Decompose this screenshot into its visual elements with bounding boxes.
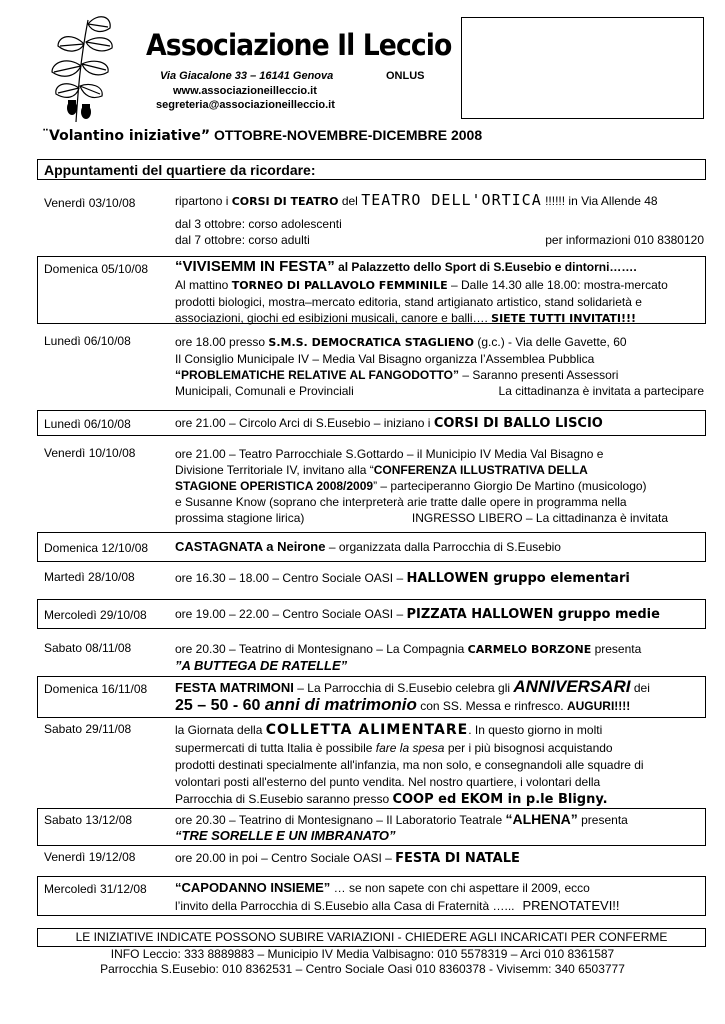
section-heading: Appuntamenti del quartiere da ricordare: [44,162,316,178]
highlight: S.M.S. DEMOCRATICA STAGLIENO [268,336,475,349]
text: volontari posti all'esterno del punto vendita. Nel nostro quartiere, i volontari della [175,775,601,789]
text: !!!!!! in Via Allende 48 [541,194,658,208]
event-row [37,676,706,718]
event-title: STAGIONE OPERISTICA 2008/2009 [175,479,374,493]
text: dei [630,681,650,695]
highlight: SIETE TUTTI INVITATI!!! [491,312,637,325]
event-row [38,334,706,400]
text: ore 19.00 – 22.00 – Centro Sociale OASI – [175,607,407,621]
event-row [37,876,706,916]
event-date: Mercoledì 29/10/08 [44,608,147,622]
event-row [37,256,706,324]
event-details [175,679,704,717]
event-details [175,850,704,867]
flyer-title [42,127,482,144]
text: (g.c.) - Via delle Gavette, 60 [474,335,627,349]
text: presenta [577,813,628,827]
event-title: “VIVISEMM IN FESTA” [175,258,335,275]
text: ore 20.30 – Teatrino di Montesignano – La Compagnia [175,642,468,656]
text: associazioni, giochi ed esibizioni musicali, canore e balli…. [175,311,492,325]
event-title: FESTA MATRIMONI [175,680,294,695]
event-row [37,410,706,436]
org-address: Via Giacalone 33 – 16141 Genova [160,70,334,82]
flyer-title-label: ¨Volantino iniziative” [42,128,211,144]
org-website[interactable]: www.associazioneilleccio.it [173,85,317,97]
text: – Saranno presenti Assessori [459,368,619,382]
text: – La Parrocchia di S.Eusebio celebra gli [293,681,514,695]
event-row [38,191,706,247]
text: ore 20.00 in poi – Centro Sociale OASI – [175,851,396,865]
text: Parrocchia di S.Eusebio saranno presso [175,792,393,806]
event-title: “PROBLEMATICHE RELATIVE AL FANGODOTTO” [175,368,460,382]
highlight: “ALHENA” [505,811,578,827]
event-title: CASTAGNATA a Neirone [175,539,326,554]
event-date: Martedì 28/10/08 [44,570,135,584]
highlight: CORSI DI BALLO LISCIO [433,416,603,431]
highlight: HALLOWEN gruppo elementari [406,571,630,586]
text: . In questo giorno in molti [468,723,603,737]
event-row [38,641,706,677]
event-date: Domenica 05/10/08 [44,262,149,276]
event-date: Mercoledì 31/12/08 [44,882,147,896]
event-date: Lunedì 06/10/08 [44,417,131,431]
text: dal 3 ottobre: corso adolescenti [175,217,342,231]
org-name: Associazione Il Leccio [146,28,452,62]
text: supermercati di tutta Italia è possibile [175,741,376,755]
highlight: TORNEO DI PALLAVOLO FEMMINILE [231,279,448,292]
text: … se non sapete con chi aspettare il 2009, ecco [330,881,590,895]
text: con SS. Messa e rinfresco. [416,699,567,713]
onlus-label: ONLUS [386,70,425,82]
highlight: FESTA DI NATALE [395,851,520,866]
event-date: Domenica 12/10/08 [44,541,149,555]
event-date: Sabato 29/11/08 [44,722,132,736]
highlight: 25 – 50 - 60 [175,697,265,714]
text: al Palazzetto dello Sport di S.Eusebio e dintorni……. [334,260,637,274]
event-row [38,850,706,870]
text: Divisione Territoriale IV, invitano alla “ [175,463,374,477]
org-email[interactable]: segreteria@associazioneilleccio.it [156,99,335,111]
text: prossima stagione lirica) [175,511,305,525]
stamp-box [461,17,704,119]
text: La cittadinanza è invitata a partecipare [498,384,704,398]
event-row [38,722,706,808]
text: ripartono i [175,194,232,208]
event-date: Venerdì 10/10/08 [44,446,136,460]
event-date: Venerdì 03/10/08 [44,196,136,210]
highlight: CORSI DI TEATRO [231,195,339,208]
section-heading-box [37,159,706,180]
text: presenta [591,642,642,656]
event-details [175,191,704,248]
contact-info-line-2: Parrocchia S.Eusebio: 010 8362531 – Centro Sociale Oasi 010 8360378 - Vivisemm: 340 6503777 [100,962,625,976]
teatro-ortica-logo: TEATRO DELL'ORTICA [361,191,542,209]
text: – Dalle 14.30 alle 18.00: mostra-mercato [447,278,668,292]
event-details [175,880,704,914]
event-date: Venerdì 19/12/08 [44,850,136,864]
highlight: COLLETTA ALIMENTARE [265,722,469,738]
highlight: anni di matrimonio [264,695,417,714]
event-row [37,532,706,562]
text: la Giornata della [175,723,266,737]
event-details [175,722,704,808]
event-date: Lunedì 06/10/08 [44,334,131,348]
text: ore 21.00 – Teatro Parrocchiale S.Gottardo – il Municipio IV Media Val Bisagno e [175,447,604,461]
event-details [175,539,704,555]
event-title: “CAPODANNO INSIEME” [175,880,331,895]
holm-oak-leaf-logo [28,12,138,124]
event-row [37,599,706,629]
event-date: Sabato 08/11/08 [44,641,132,655]
event-details [175,259,704,327]
text: l’invito della Parrocchia di S.Eusebio alla Casa di Fraternità …... [175,899,515,913]
text: prodotti biologici, mostra–mercato editoria, stand artigianato artistico, stand solidarietà e [175,295,642,309]
letterhead [0,0,725,130]
event-row [37,808,706,846]
text: Il Consiglio Municipale IV – Media Val Bisagno organizza l’Assemblea Pubblica [175,352,595,366]
event-details [175,641,704,674]
text: ore 20.30 – Teatrino di Montesignano – Il Laboratorio Teatrale [175,813,506,827]
highlight: AUGURI!!!! [566,699,631,713]
event-details [175,570,704,587]
highlight: ANNIVERSARI [513,677,631,696]
phone-info: per informazioni 010 8380120 [545,233,704,247]
highlight: PIZZATA HALLOWEN gruppo medie [406,607,660,622]
event-title: CONFERENZA ILLUSTRATIVA DELLA [373,463,588,477]
event-details [175,811,704,844]
text: per i più bisognosi acquistando [444,741,613,755]
text: fare la spesa [375,741,445,755]
event-details [175,446,704,526]
event-details [175,606,704,623]
text: Al mattino [175,278,232,292]
event-date: Domenica 16/11/08 [44,682,148,696]
text: ore 21.00 – Circolo Arci di S.Eusebio – iniziano i [175,416,434,430]
event-row [38,570,706,590]
disclaimer-box [37,928,706,947]
text: INGRESSO LIBERO – La cittadinanza è invitata [411,511,668,525]
event-title: ”A BUTTEGA DE RATELLE” [175,658,348,673]
text: prodotti destinati specialmente all'infanzia, ma non solo, e consegnandoli alle squadre di [175,758,644,772]
event-details [175,415,704,432]
text: dal 7 ottobre: corso adulti [175,233,310,247]
flyer-period: OTTOBRE-NOVEMBRE-DICEMBRE 2008 [214,127,483,143]
event-details [175,334,704,399]
text: e Susanne Know (soprano che interpreterà arie tratte dalle opere in programma nella [175,495,627,509]
event-date: Sabato 13/12/08 [44,813,133,827]
disclaimer: LE INIZIATIVE INDICATE POSSONO SUBIRE VARIAZIONI - CHIEDERE AGLI INCARICATI PER CONFERME [75,930,668,944]
text: ” – parteciperanno Giorgio De Martino (musicologo) [373,479,647,493]
highlight: COOP ed EKOM in p.le Bligny. [392,792,608,807]
text: – organizzata dalla Parrocchia di S.Eusebio [325,540,561,554]
contact-info-line-1: INFO Leccio: 333 8889883 – Municipio IV Media Valbisagno: 010 5578319 – Arci 010 8361587 [110,947,615,961]
text: ore 18.00 presso [175,335,269,349]
text: del [338,194,362,208]
text: Municipali, Comunali e Provinciali [175,384,354,398]
event-title: “TRE SORELLE E UN IMBRANATO” [175,828,396,843]
event-row [38,446,706,528]
highlight: PRENOTATEVI!! [522,898,620,913]
highlight: CARMELO BORZONE [467,643,592,656]
text: ore 16.30 – 18.00 – Centro Sociale OASI – [175,571,407,585]
